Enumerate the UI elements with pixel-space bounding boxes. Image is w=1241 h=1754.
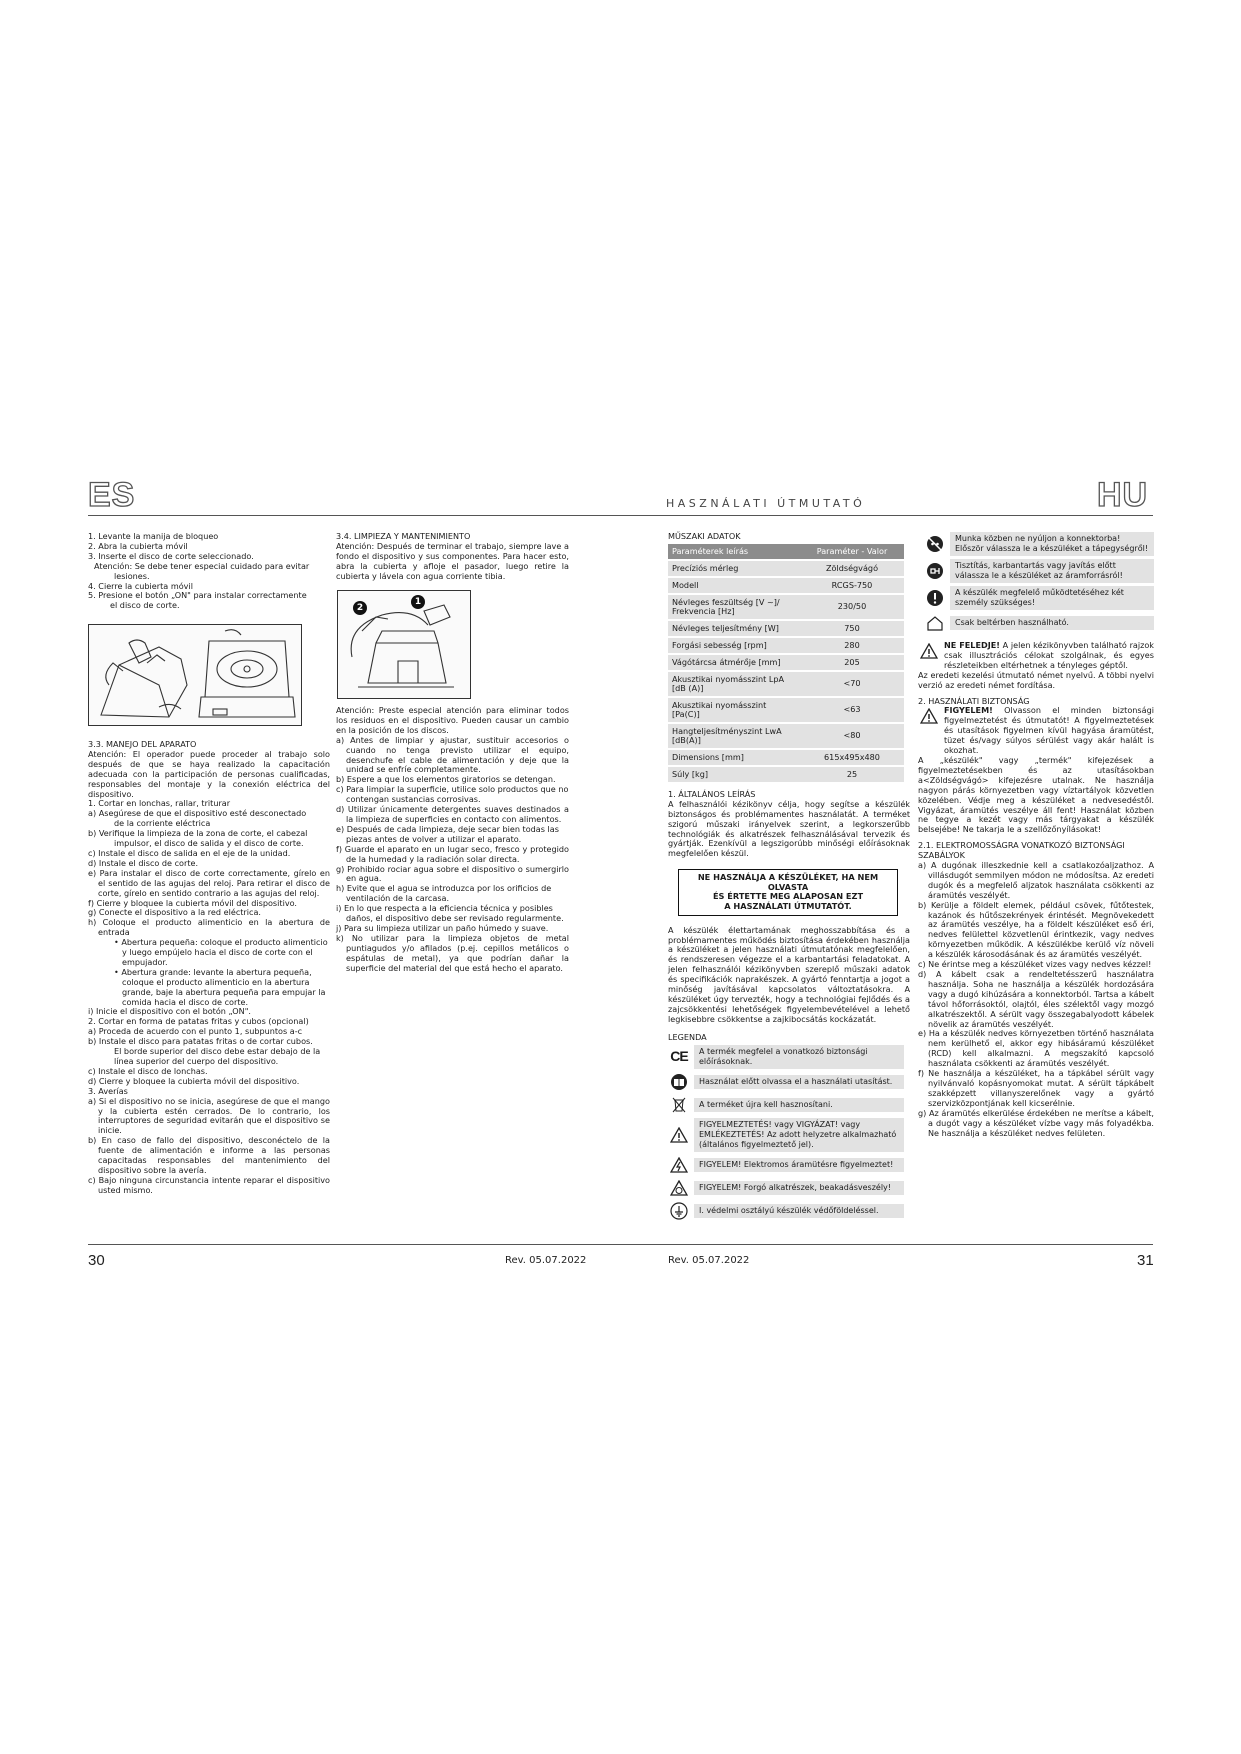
crossed-bin-icon xyxy=(668,1095,690,1115)
specs-heading: MŰSZAKI ADATOK xyxy=(668,531,741,541)
left-revision: Rev. 05.07.2022 xyxy=(505,1255,587,1266)
step-4: 4. Cierre la cubierta móvil xyxy=(88,580,193,591)
spec-param: Névleges feszültség [V ~]/ Frekvencia [Hz] xyxy=(668,595,800,619)
electrical-safety-list xyxy=(918,861,1154,1138)
icon-description: Munka közben ne nyúljon a konnektorba! Először válassza le a készüléket a tápegységről! xyxy=(950,532,1154,556)
list-item: f) Ne használja a készüléket, ha a tápkábel sérült vagy nyilvánvaló kopásnyomokat mutat. A sérült tápkábelt szakképzett villanyszerelőnek vagy a gyártó szervizközpontjának kell kicserélnie. xyxy=(918,1068,1154,1108)
electric-hazard-icon xyxy=(668,1155,690,1175)
attention-warning-icon xyxy=(918,706,940,726)
spec-value: Zöldségvágó xyxy=(800,561,904,576)
spec-param: Modell xyxy=(668,578,800,593)
cutting-disc-installation-illustration xyxy=(88,624,302,726)
list-item: 3. Averías xyxy=(88,1085,128,1096)
list-item: j) Para su limpieza utilizar un paño húmedo y suave. xyxy=(336,922,549,933)
list-item: c) Bajo ninguna circunstancia intente reparar el dispositivo usted mismo. xyxy=(88,1174,330,1195)
table-row xyxy=(668,724,904,748)
section-3-3-heading: 3.3. MANEJO DEL APARATO xyxy=(88,739,197,749)
section-1-heading: 1. ÁLTALÁNOS LEÍRÁS xyxy=(668,788,756,799)
table-row xyxy=(668,655,904,670)
table-row xyxy=(668,578,904,593)
es-column-2-cleaning xyxy=(336,706,569,973)
spec-value: 615x495x480 xyxy=(800,750,904,765)
residue-attention-paragraph: Atención: Preste especial atención para eliminar todos los residuos en el dispositivo. Pueden causar un cambio en la posición de los discos. xyxy=(336,705,569,735)
icon-description: Csak beltérben használható. xyxy=(950,616,1154,630)
list-item: g) Prohibido rociar agua sobre el dispositivo o sumergirlo en agua. xyxy=(336,863,569,884)
list-item xyxy=(668,1118,904,1152)
section-2-heading: 2. HASZNÁLATI BIZTONSÁG xyxy=(918,695,1030,706)
right-revision: Rev. 05.07.2022 xyxy=(668,1255,750,1266)
spec-value: <80 xyxy=(800,724,904,748)
list-item: a) Antes de limpiar y ajustar, sustituir accesorios o cuando no tenga previsto utilizar el equipo, desenchufe el cable de alimentación y deje que la unidad se enfríe completamente. xyxy=(336,734,569,775)
list-item: a) Asegúrese de que el dispositivo esté desconectado xyxy=(88,808,307,819)
list-item xyxy=(924,613,1154,633)
spec-value: <70 xyxy=(800,672,904,696)
spec-param: Névleges teljesítmény [W] xyxy=(668,621,800,636)
icon-description: FIGYELEM! Elektromos áramütésre figyelmeztet! xyxy=(694,1158,904,1172)
spec-value: 750 xyxy=(800,621,904,636)
table-row xyxy=(668,561,904,576)
list-item: a) Proceda de acuerdo con el punto 1, subpuntos a-c xyxy=(88,1026,303,1037)
list-item: e) Después de cada limpieza, deje secar bien todas las piezas antes de volver a utilizar el aparato. xyxy=(336,823,559,844)
table-row xyxy=(668,672,904,696)
list-item: • Abertura pequeña: coloque el producto alimenticio y luego empújelo hacia el disco de corte con el empujador. xyxy=(114,937,328,967)
spec-param: Súly [kg] xyxy=(668,767,800,782)
attention-text: Olvasson el minden biztonsági figyelmeztetést és útmutatót! A figyelmeztetések és utasítások figyelmen kívül hagyása áramütést, tüzet és/vagy súlyos sérülést vagy akár halált is okozhat. xyxy=(944,705,1154,756)
list-item xyxy=(668,1201,904,1221)
list-item: e) Ha a készülék nedves környezetben történő használata nem kerülhető el, akkor egy hibásáramú készüléket (RCD) kell alkalmazni. A megszakító kapcsoló használata csökkenti az áramütés veszélyét. xyxy=(918,1028,1154,1069)
operation-attention-paragraph: Atención: El operador puede proceder al trabajo solo después de que se haya realizado la capacitación adecuada con la participación de personas cualificadas, responsables del montaje y la conexión eléctrica del dispositivo. xyxy=(88,748,330,799)
spec-value: 205 xyxy=(800,655,904,670)
list-item: b) Instale el disco para patatas fritas o de cortar cubos. xyxy=(88,1036,313,1047)
right-page-number: 31 xyxy=(1137,1252,1154,1269)
list-item: k) No utilizar para la limpieza objetos de metal puntiagudos y/o afilados (p.ej. cepillos metálicos o espátulas de metal), ya que podrían dañar la superficie del material del que está hecho el aparato. xyxy=(336,932,569,973)
list-item: 1. Cortar en lonchas, rallar, triturar xyxy=(88,798,231,809)
icon-description: Tisztítás, karbantartás vagy javítás előtt válassza le a készüléket az áramforrásról! xyxy=(950,559,1154,583)
cleaning-attention-paragraph: Atención: Después de terminar el trabajo, siempre lave a fondo el dispositivo y sus componentes. Para hacer esto, abra la cubierta y afloje el pasador, luego retire la cubierta y lávela con agua corriente tibia. xyxy=(336,540,569,581)
spec-value: 230/50 xyxy=(800,595,904,619)
icon-description: A termék megfelel a vonatkozó biztonsági előírásoknak. xyxy=(694,1045,904,1069)
note-warning-icon xyxy=(918,641,940,661)
list-item: El borde superior del disco debe estar debajo de la línea superior del cuerpo del dispositivo. xyxy=(114,1046,321,1066)
callout-1: 1 xyxy=(411,595,425,609)
step-5-cont: el disco de corte. xyxy=(110,600,180,611)
safety-icon-list xyxy=(924,532,1154,633)
list-item: h) Evite que el agua se introduzca por los orificios de ventilación de la carcasa. xyxy=(336,883,552,904)
step-2: 2. Abra la cubierta móvil xyxy=(88,540,188,551)
spec-value: 280 xyxy=(800,638,904,653)
list-item: b) Verifique la limpieza de la zona de corte, el cabezal xyxy=(88,828,308,839)
list-item: a) Si el dispositivo no se inicia, asegúrese de que el mango y la cubierta estén cerrados. De lo contrario, los interruptores de seguridad evitarán que el dispositivo se inicie. xyxy=(88,1095,330,1136)
rotating-parts-icon xyxy=(668,1178,690,1198)
list-item: d) Instale el disco de corte. xyxy=(88,857,199,868)
attention-note-cont: lesiones. xyxy=(114,570,150,581)
read-manual-icon xyxy=(668,1072,690,1092)
attention-note: Atención: Se debe tener especial cuidado para evitar xyxy=(94,560,310,571)
list-item: b) Espere a que los elementos giratorios se detengan. xyxy=(336,774,556,785)
icon-description: A terméket újra kell hasznosítani. xyxy=(694,1098,904,1112)
table-row xyxy=(668,621,904,636)
list-item: f) Cierre y bloquee la cubierta móvil del dispositivo. xyxy=(88,897,297,908)
icon-description: FIGYELEM! Forgó alkatrészek, beakadásveszély! xyxy=(694,1181,904,1195)
protective-earth-icon xyxy=(668,1201,690,1221)
hu-column-1 xyxy=(668,532,910,1224)
spec-param: Precíziós mérleg xyxy=(668,561,800,576)
list-item xyxy=(668,1095,904,1115)
note-bold: NE FELEDJE! xyxy=(944,640,1000,650)
spec-param: Vágótárcsa átmérője [mm] xyxy=(668,655,800,670)
table-row xyxy=(668,767,904,782)
left-page-number: 30 xyxy=(88,1252,105,1269)
table-row xyxy=(668,750,904,765)
spec-param: Dimensions [mm] xyxy=(668,750,800,765)
icon-description: I. védelmi osztályú készülék védőföldeléssel. xyxy=(694,1204,904,1218)
list-item: c) Instale el disco de lonchas. xyxy=(88,1065,208,1076)
mandatory-action-icon xyxy=(924,588,946,608)
warning-box-line-3: A HASZNÁLATI ÚTMUTATÓT. xyxy=(724,901,852,912)
icon-description: A készülék megfelelő működtetéséhez két személy szükséges! xyxy=(950,586,1154,610)
footer-rule xyxy=(88,1244,1153,1245)
section-2-1-heading: 2.1. ELEKTROMOSSÁGRA VONATKOZÓ BIZTONSÁGI SZABÁLYOK xyxy=(918,840,1125,861)
list-item: c) Instale el disco de salida en el eje de la unidad. xyxy=(88,847,291,858)
list-item: 2. Cortar en forma de patatas fritas y cubos (opcional) xyxy=(88,1016,309,1027)
icon-description: Használat előtt olvassa el a használati utasítást. xyxy=(694,1075,904,1089)
note-text: A jelen kézikönyvben található rajzok csak illusztrációs célokat szolgálnak, és egyes részleteikben eltérhetnek a tényleges géptől. xyxy=(944,640,1154,670)
ce-mark-icon: CE xyxy=(670,1047,688,1064)
table-row xyxy=(668,698,904,722)
install-disc-drawing xyxy=(89,625,301,725)
list-item xyxy=(668,1155,904,1175)
es-column-2 xyxy=(336,532,569,582)
left-language-code: ES xyxy=(88,476,136,514)
warning-box-line-1: NE HASZNÁLJA A KÉSZÜLÉKET, HA NEM OLVASTA xyxy=(697,872,879,892)
header-rule xyxy=(88,515,1153,516)
general-description-paragraph: A felhasználói kézikönyv célja, hogy segítse a készülék biztonságos és problémamentes használatát. A terméket szigorú műszaki irányelvek szerint, a legkorszerűbb technológiák és alkatrészek felhasználásával tervezik és gyártják. Ezenkívül a legszigorúbb minőségi előírásoknak megfelelően készül. xyxy=(668,798,910,859)
list-item: c) Ne érintse meg a készüléket vizes vagy nedves kézzel! xyxy=(918,959,1152,970)
es-column-1-operation xyxy=(88,736,330,1196)
lifetime-paragraph: A készülék élettartamának meghosszabbítása és a problémamentes működés biztosítása érdekében használja a készüléket a jelen használati útmutatónak megfelelően, és rendszeresen végezze el a karbantartási feladatokat. A jelen felhasználói kézikönyvben szereplő műszaki adatok és specifikációk naprakészek. A gyártó fenntartja a jogot a minőség javításával kapcsolatos változtatásokra. A készüléket úgy tervezték, hogy a technológiai fejlődés és a zajcsökkentési lehetőségek figyelembevételével a lehető legkisebbre csökkentse a zajkibocsátás kockázatát. xyxy=(668,924,910,1024)
legend-heading: LEGENDA xyxy=(668,1031,707,1042)
specs-table xyxy=(668,542,904,784)
list-item: e) Para instalar el disco de corte correctamente, gírelo en el sentido de las agujas del reloj. Para retirar el disco de corte, gírelo en sentido contrario a las agujas del reloj. xyxy=(88,867,330,898)
step-1: 1. Levante la manija de bloqueo xyxy=(88,531,219,541)
cleaning-steps xyxy=(336,736,569,974)
spec-param: Akusztikai nyomásszint [Pa(C)] xyxy=(668,698,800,722)
cover-removal-illustration xyxy=(337,590,471,699)
original-language-paragraph: Az eredeti kezelési útmutató német nyelvű. A többi nyelvi verzió az eredeti német fordítása. xyxy=(918,669,1154,690)
list-item: a) A dugónak illeszkednie kell a csatlakozóaljzathoz. A villásdugót semmilyen módon ne módosítsa. Az eredeti dugók és a megfelelő aljzatok használata csökkenti az áramütés veszélyét. xyxy=(918,860,1154,900)
list-item: g) Conecte el dispositivo a la red eléctrica. xyxy=(88,907,261,918)
list-item: d) Utilizar únicamente detergentes suaves destinados a la limpieza de superficies en contacto con alimentos. xyxy=(336,804,569,824)
unplug-before-service-icon xyxy=(924,561,946,581)
list-item: b) Kerülje a földelt elemek, például csövek, fűtőtestek, kazánok és hűtőszekrények érintését. Megnövekedett az áramütés veszélye, ha a földelt készüléket eső éri, nedves felülettel közvetlenül érintkezik, vagy nedves környezetben működik. A készülékbe kerülő víz növeli a készülék károsodásának és az áramütés veszélyét. xyxy=(918,899,1154,960)
no-touch-connector-icon xyxy=(924,534,946,554)
list-item: b) En caso de fallo del dispositivo, desconéctelo de la fuente de alimentación e informe a las personas capacitadas responsables del mantenimiento del dispositivo sobre la avería. xyxy=(88,1135,330,1175)
callout-2: 2 xyxy=(353,601,367,615)
list-item: g) Az áramütés elkerülése érdekében ne merítse a kábelt, a dugót vagy a készüléket vízbe vagy más folyadékba. Ne használja a készüléket nedves felületen. xyxy=(918,1107,1154,1138)
list-item xyxy=(668,1072,904,1092)
spec-value: 25 xyxy=(800,767,904,782)
list-item: d) A kábelt csak a rendeltetésszerű használatra használja. Soha ne használja a készülék hordozására vagy a dugó kihúzására a konnektorból. Tartsa a kábelt távol hőforrásoktól, olajtól, éles szélektől vagy mozgó alkatrészektől. A sérült vagy összegabalyodott kábelek növelik az áramütés veszélyét. xyxy=(918,969,1154,1029)
list-item: • Abertura grande: levante la abertura pequeña, coloque el producto alimenticio en la abertura grande, baje la abertura pequeña para empujar la comida hacia el disco de corte. xyxy=(114,966,326,1007)
list-item: f) Guarde el aparato en un lugar seco, fresco y protegido de la humedad y la radiación solar directa. xyxy=(336,843,569,864)
spec-value: <63 xyxy=(800,698,904,722)
list-item: d) Cierre y bloquee la cubierta móvil del dispositivo. xyxy=(88,1075,300,1086)
list-item xyxy=(668,1045,904,1069)
spec-param: Hangteljesítményszint LwA [dB(A)] xyxy=(668,724,800,748)
specs-header-row xyxy=(668,544,904,559)
specs-header-value: Paraméter - Valor xyxy=(800,544,904,559)
attention-block xyxy=(918,706,1154,756)
hu-column-2 xyxy=(918,532,1154,1138)
table-row xyxy=(668,638,904,653)
icon-description: FIGYELMEZTETÉS! vagy VIGYÁZAT! vagy EMLÉKEZTETÉS! Az adott helyzetre alkalmazható (általános figyelmeztető jel). xyxy=(694,1118,904,1152)
step-5: 5. Presione el botón „ON" para instalar correctamente xyxy=(88,590,307,601)
list-item: h) Coloque el producto alimenticio en la abertura de entrada xyxy=(88,917,330,938)
section-3-4-heading: 3.4. LIMPIEZA Y MANTENIMIENTO xyxy=(336,531,471,541)
manual-title: HASZNÁLATI ÚTMUTATÓ xyxy=(666,497,866,510)
attention-paragraph xyxy=(944,706,1154,756)
note-block xyxy=(918,641,1154,671)
list-item: de la corriente eléctrica xyxy=(114,818,211,829)
step-3: 3. Inserte el disco de corte seleccionado. xyxy=(88,550,254,561)
indoor-use-icon xyxy=(924,613,946,633)
list-item xyxy=(924,532,1154,556)
attention-bold: FIGYELEM! xyxy=(944,705,993,716)
warning-triangle-icon xyxy=(668,1125,690,1145)
legend-list xyxy=(668,1045,904,1221)
list-item: impulsor, el disco de salida y el disco de corte. xyxy=(114,838,304,849)
read-manual-warning-box xyxy=(678,869,898,915)
table-row xyxy=(668,595,904,619)
spec-param: Akusztikai nyomásszint LpA [dB (A)] xyxy=(668,672,800,696)
note-paragraph xyxy=(944,641,1154,671)
list-item: i) En lo que respecta a la eficiencia técnica y posibles daños, el dispositivo debe ser revisado regularmente. xyxy=(336,903,564,924)
spec-value: RCGS-750 xyxy=(800,578,904,593)
list-item: c) Para limpiar la superficie, utilice solo productos que no contengan sustancias corrosivas. xyxy=(336,784,569,805)
spec-param: Forgási sebesség [rpm] xyxy=(668,638,800,653)
terms-paragraph: A „készülék" vagy „termék" kifejezések a figyelmeztetésekben és az utasításokban a<Zöldségvágó> kifejezésre utalnak. Ne használja nagyon párás környezetben vagy víztartályok közvetlen közelében. Védje meg a készüléket a nedvesedéstől. Vigyázat, áramütés veszélye áll fent! Használat közben ne tegye a kezét vagy más tárgyakat a készülék belsejébe! Ne takarja le a szellőzőnyílásokat! xyxy=(918,754,1154,835)
list-item xyxy=(924,586,1154,610)
right-language-code: HU xyxy=(1097,476,1149,514)
operation-steps xyxy=(88,799,330,1195)
specs-header-param: Paraméterek leírás xyxy=(668,544,800,559)
list-item xyxy=(924,559,1154,583)
list-item xyxy=(668,1178,904,1198)
list-item: i) Inicie el dispositivo con el botón „ON". xyxy=(88,1006,251,1017)
es-column-1 xyxy=(88,532,330,611)
warning-box-line-2: ÉS ÉRTETTE MEG ALAPOSAN EZT xyxy=(712,891,864,902)
